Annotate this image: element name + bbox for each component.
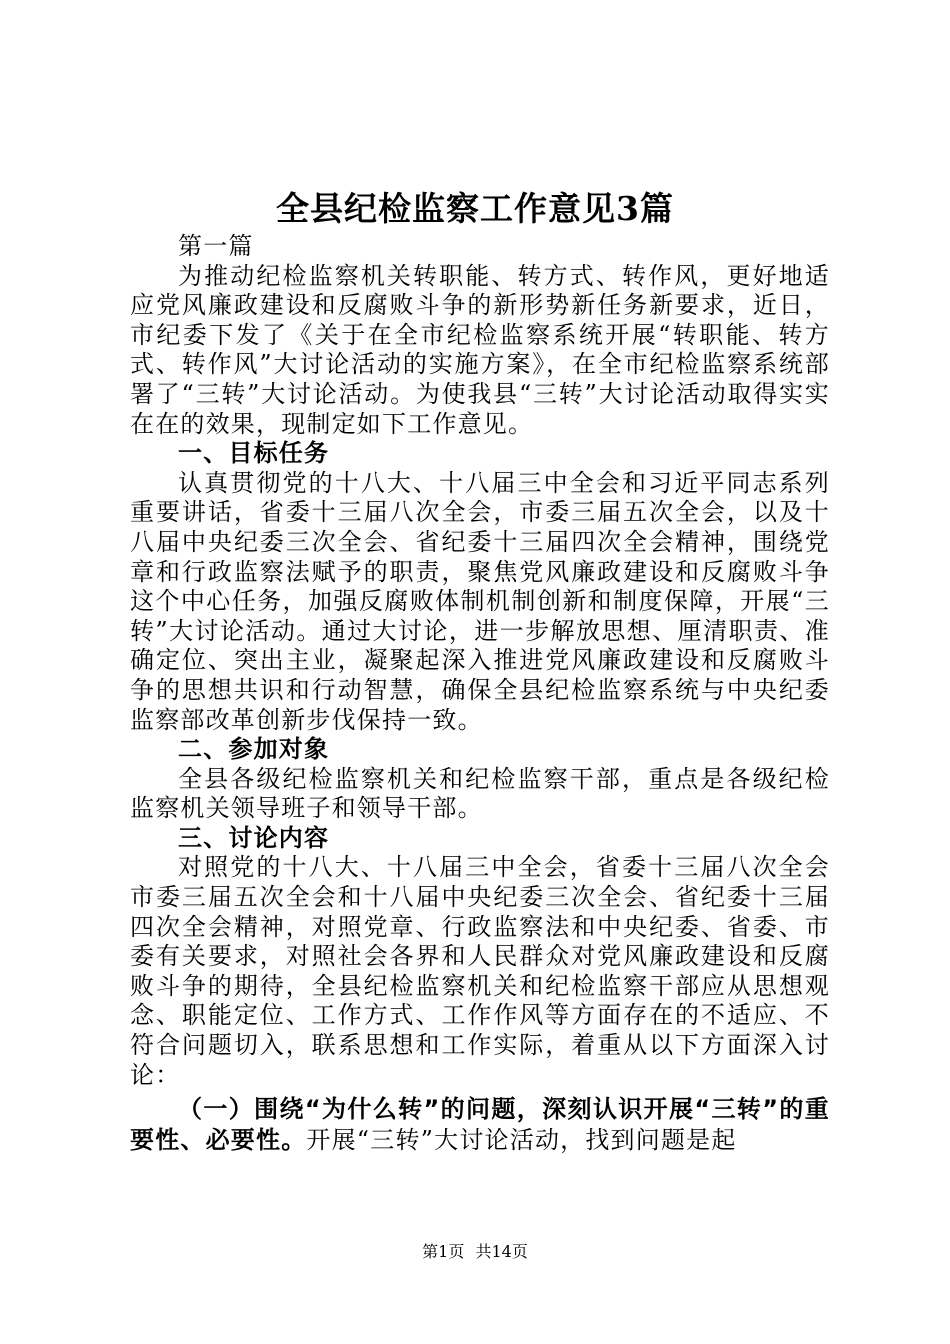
document-body <box>130 232 830 1156</box>
section-heading-content: 三、讨论内容 <box>178 823 330 852</box>
page-footer <box>0 1240 950 1264</box>
section-heading-participants: 二、参加对象 <box>178 735 330 764</box>
content-paragraph: 对照党的十八大、十八届三中全会，省委十三届八次全会市委三届五次全会和十八届中央纪委三次全会、省纪委十三届四次全会精神，对照党章、行政监察法和中央纪委、省委、市委有关要求，对照社会各界和人民群众对党风廉政建设和反腐败斗争的期待，全县纪检监察机关和纪检监察干部应从思想观念、职能定位、工作方式、工作作风等方面存在的不适应、不符合问题切入，联系思想和工作实际，着重从以下方面深入讨论： <box>130 853 830 1089</box>
sub-section-text: 开展“三转”大讨论活动，找到问题是起 <box>306 1126 737 1155</box>
sub-section-paragraph <box>130 1094 830 1156</box>
sub-section-heading: （一）围绕“为什么转”的问题，深刻认识开展“三转”的重要性、必要性。 <box>130 1095 830 1155</box>
goals-paragraph: 认真贯彻党的十八大、十八届三中全会和习近平同志系列重要讲话，省委十三届八次全会，市委三届五次全会，以及十八届中央纪委三次全会、省纪委十三届四次全会精神，围绕党章和行政监察法赋予的职责，聚焦党风廉政建设和反腐败斗争这个中心任务，加强反腐败体制机制创新和制度保障，开展“三转”大讨论活动。通过大讨论，进一步解放思想、厘清职责、准确定位、突出主业，凝聚起深入推进党风廉政建设和反腐败斗争的思想共识和行动智慧，确保全县纪检监察系统与中央纪委监察部改革创新步伐保持一致。 <box>130 468 830 734</box>
page-number: 第1页 <box>422 1242 465 1261</box>
document-title: 全县纪检监察工作意见3篇 <box>276 189 674 228</box>
section-heading-goals: 一、目标任务 <box>178 439 330 468</box>
intro-paragraph: 为推动纪检监察机关转职能、转方式、转作风，更好地适应党风廉政建设和反腐败斗争的新形势新任务新要求，近日，市纪委下发了《关于在全市纪检监察系统开展“转职能、转方式、转作风”大讨论活动的实施方案》，在全市纪检监察系统部署了“三转”大讨论活动。为使我县“三转”大讨论活动取得实实在在的效果，现制定如下工作意见。 <box>130 261 830 438</box>
section-label: 第一篇 <box>178 232 254 260</box>
page-total: 共14页 <box>475 1242 528 1261</box>
participants-paragraph: 全县各级纪检监察机关和纪检监察干部，重点是各级纪检监察机关领导班子和领导干部。 <box>130 764 830 823</box>
